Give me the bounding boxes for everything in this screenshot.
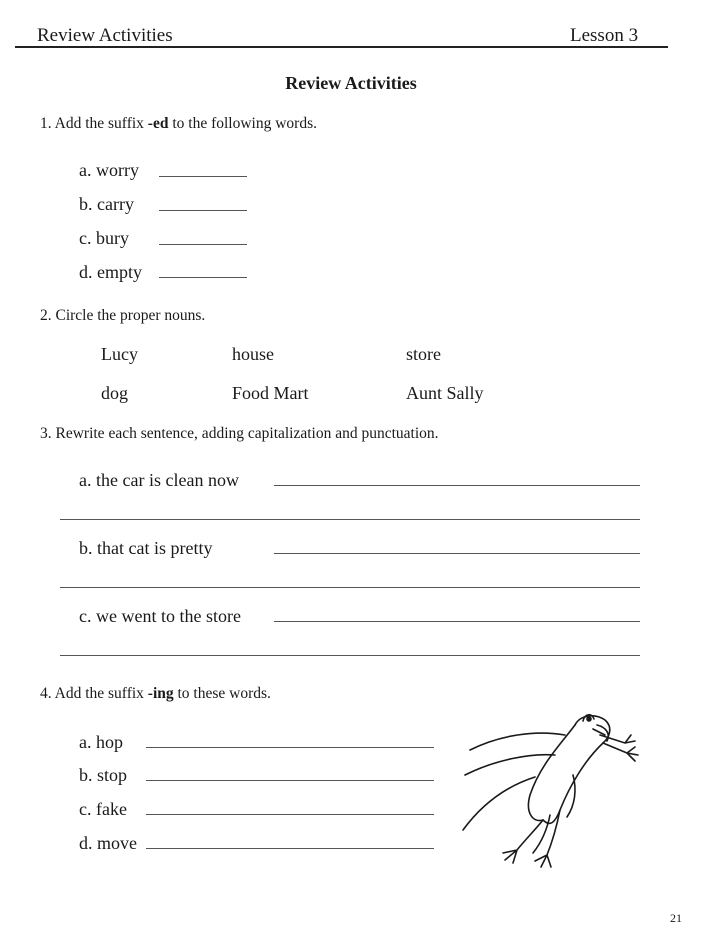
q1-item-a: a. worry: [79, 160, 139, 180]
q4-item-c: c. fake: [79, 799, 127, 819]
q3-item-b: b. that cat is pretty: [79, 538, 213, 558]
q4-item-b: b. stop: [79, 765, 128, 785]
q1-item-d: d. empty: [79, 262, 142, 282]
header-left: Review Activities: [37, 25, 173, 46]
suffix-ed: -ed: [147, 115, 169, 132]
q4-item-a: a. hop: [79, 732, 123, 752]
answer-blank-q4a[interactable]: [146, 747, 434, 748]
question-4-prompt: 4. Add the suffix -ing to these words.: [40, 685, 271, 702]
jumping-frog-icon: [455, 705, 675, 875]
noun-aunt-sally[interactable]: Aunt Sally: [406, 383, 484, 403]
header-rule: [15, 46, 668, 48]
answer-blank-q4b[interactable]: [146, 780, 434, 781]
noun-store[interactable]: store: [406, 344, 441, 364]
answer-blank-q1b[interactable]: [159, 210, 247, 211]
header-right: Lesson 3: [570, 25, 639, 46]
question-3-prompt: 3. Rewrite each sentence, adding capitalization and punctuation.: [40, 425, 439, 442]
noun-dog[interactable]: dog: [101, 383, 128, 403]
question-1-prompt: 1. Add the suffix -ed to the following words.: [40, 115, 317, 132]
answer-line-q3c-2[interactable]: [60, 655, 640, 656]
answer-blank-q4d[interactable]: [146, 848, 434, 849]
answer-blank-q1c[interactable]: [159, 244, 247, 245]
answer-line-q3b-2[interactable]: [60, 587, 640, 588]
answer-blank-q1d[interactable]: [159, 277, 247, 278]
answer-blank-q4c[interactable]: [146, 814, 434, 815]
answer-line-q3c-1[interactable]: [274, 621, 640, 622]
q3-item-a: a. the car is clean now: [79, 470, 239, 490]
page-title: Review Activities: [285, 73, 417, 93]
q3-item-c: c. we went to the store: [79, 606, 241, 626]
answer-blank-q1a[interactable]: [159, 176, 247, 177]
noun-house[interactable]: house: [232, 344, 274, 364]
q1-item-b: b. carry: [79, 194, 134, 214]
answer-line-q3b-1[interactable]: [274, 553, 640, 554]
suffix-ing: -ing: [147, 685, 174, 702]
answer-line-q3a-2[interactable]: [60, 519, 640, 520]
noun-food-mart[interactable]: Food Mart: [232, 383, 309, 403]
page-number: 21: [670, 911, 682, 925]
answer-line-q3a-1[interactable]: [274, 485, 640, 486]
q4-item-d: d. move: [79, 833, 137, 853]
question-2-prompt: 2. Circle the proper nouns.: [40, 307, 206, 324]
noun-lucy[interactable]: Lucy: [101, 344, 138, 364]
q1-item-c: c. bury: [79, 228, 129, 248]
